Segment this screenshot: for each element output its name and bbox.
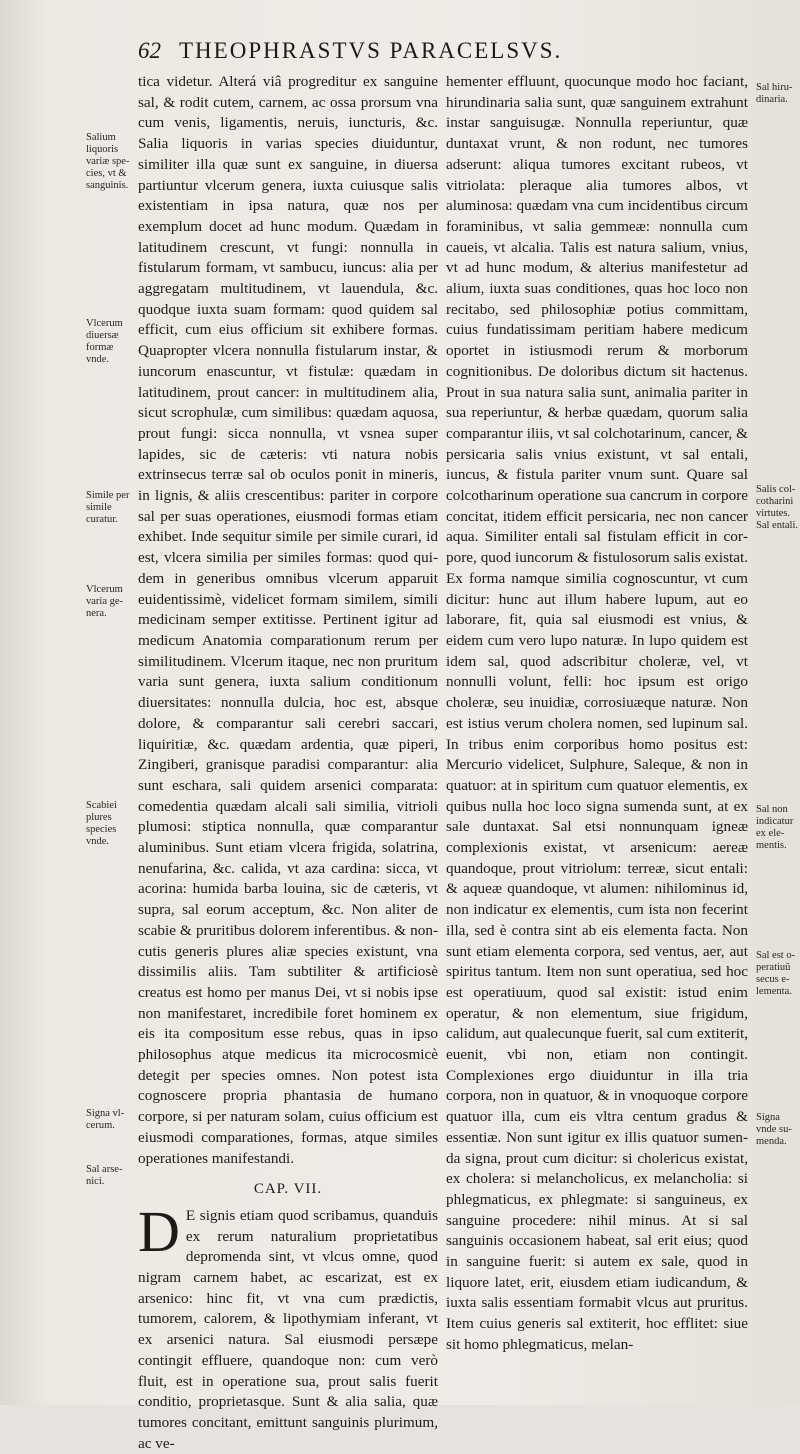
chapter-text: E signis etiam quod scribamus, quanduis ex rerum naturalium proprietatibus depromenda sint, vt vlcus omne, quod nigram carnem habet, ac escarizat, est ex arsenico: hinc fit, vt vna cum prædictis, tumorem, calorem, & lipothymiam inferant, vt ex arsenici natura. Sal eiusmodi persæpe contingit effluere, quandoque non: cum verò fluit, est in operatione sua, prout salis fuerit conditio, proprietasque. Sunt & alia salia, quæ tumores concitant, emittunt sanguinis plurimum, ac ve- [138,1206,438,1452]
chapter-paragraph [138,1198,438,1454]
right-column [446,72,748,1356]
margin-note: Signa vnde sumenda. [756,1112,792,1147]
margin-note: Signa vlcerum. [86,1108,125,1131]
margin-note: Vlcerum diuersæ formæ vnde. [86,318,123,365]
chapter-heading: CAP. VII. [253,1181,323,1198]
page-number: 62 [138,38,161,63]
running-title: THEOPHRASTVS PARACELSVS. [179,38,563,63]
margin-note: Salis colcotharini virtutes. Sal entali. [756,484,798,531]
body-paragraph: tica videtur. Alterá viâ progreditur ex sanguine sal, & rodit cutem, carnem, ac ossa prorsum vna cum venis, ligamentis, neruis, iuncturis, &c. Salia liquoris in varias species diuiduntur, similiter illa quæ sunt ex sanguine, in diuersa partiuntur vlcerum genera, iuxta cuiusque salis existentiam in ipsa natura, quæ nos per exemplum docet ad hunc modum. Quædam in latitudinem crescunt, vt fungi: nonnulla in fistularum formam, vt sambucu, iuncus: alia per aggregatam multitudinem, vt lauendula, &c. quodque iuxta suam formam: quod quidem sal efficit, cum eius officium sit exhibere formas. Quapropter vlcera nonnulla fistularum instar, & iuncorum enascuntur, vt fistulæ: quædam in latitudinem, prout cancer: in multitudinem alia, sicut scrophulæ, cum similibus: quædam aquosa, prout fungi: sicca nonnulla, vt vsnea super lapides, sic de cæteris: vti natura nobis extrinsecus terræ sal ob oculos ponit in mineris, in lignis, & aliis crescentibus: pariter in corpore sal per suas operationes, eiusmodi formas etiam exhibet. Inde sequitur simile per simile curari, id est, vlcera similia per similes formas: quod quidem in generibus omnibus vlcerum apparuit euidentissimè, videlicet formam similem, simili medicinam semper extitisse. Pertinent igitur ad medicum Anatomia comparationum rerum per similitudinem. Vlcerum itaque, nec non pruritum varia sunt genera, iuxta salium conditionum diuersitates: nonnulla dulcia, hoc est, absque dolore, & comparantur sali cerebri saccari, liquiritiæ, &c. quædam ardentia, quæ piperi, Zingiberi, granisque paradisi comparantur: alia sunt eschara, sali quidem arsenici comparata: comedentia quædam alcali sali similia, vitrioli plumosi: stiptica nonnulla, quæ comparantur aluminibus. Sunt etiam vlcera frigida, solatrina, nenufarina, &c. calida, vt aza cardina: sicca, vt acorina: humida barba louina, sic de cæteris, vt supra, sal eorum acceptum, &c. Non aliter de scabie & pruritibus dolorem inferentibus. & noncutis generis plures aliæ species existunt, vna dissimilis aliis. Tam subtiliter & artificiosè creatus est homo per manus Dei, vt si nobis ipse non manifestaret, incredibile foret hominem ex eis ita compositum esse rebus, quas in ipso philosophus atque medicus ita microcosmicè detegit per species omnes. Non potest ista cognoscere propria phantasia de humano corpore, si per naturam solam, cuius officium est eiusmodi comparationes, formas, atque similes operationes manifestandi. [138,73,438,1167]
body-paragraph: hementer effluunt, quocunque modo hoc faciant, hirundinaria salia sunt, quæ sanguinem extrahunt instar sanguisugæ. Nonnulla reperiuntur, quæ duntaxat vrunt, & non rodunt, nec tumores adserunt: aliqua tumores excitant rubeos, vt vitriolata: pleraque alia tumores albos, vt aluminosa: quædam vna cum incidentibus circum foraminibus, vt salia gemmeæ: nonnulla cum caueis, vt alcalia. Talis est natura salium, vnius, vt ad hunc modum, & alterius manifestetur ad alium, iuxta suas conditiones, quas hoc loco non recitabo, sed philosophiæ potius committam, cuius fundatissimam peritiam habere medicum oportet in istiusmodi rerum & morborum cognitionibus. De doloribus dictum sit hactenus. Prout in sua natura salia sunt, animalia pariter in sua reperiuntur, & herbæ quædam, quorum salia comparantur iliis, vt sal colchotarinum, cancer, & persicaria salis vnius existunt, vt sal entali, iuncus, & fistula pariter vnum sunt. Quare sal colcotharinum operatione sua cancrum in corpore concitat, itidem efficit persicaria, nec non cancer aqua. Similiter entali sal fistulam efficit in corpore, quod iuncorum & fistulosorum salis existat. Ex forma namque similia cognoscuntur, vt cum dicitur: hunc aut illum habere lupum, aut eo laborare, fit, quia sal eiusmodi est vnius, & eidem cum vero lupo naturæ. In lupo quidem est idem sal, quod adscribitur choleræ, vel, vt nonnulli volunt, felli: hoc ipsum est origo choleræ, seu inuidiæ, corrosiuæque naturæ. Non est istius verum cholera nomen, sed lupinum sal. In tribus enim corporibus homo positus est: Mercurio videlicet, Sulphure, Saleque, & non in quatuor: at in spiritum cum quatuor elementis, ex quibus nulla hoc loco signa sumenda sunt, at ex sale duntaxat. Sal etsi nonnunquam igneæ complexionis existat, vt arsenicum: aereæ quandoque, prout vitriolum: terreæ, sicut entali: & aqueæ quandoque, vt alumen: nihilominus id, non indicatur ex elementis, cum ista non fecerint illa, sed è contra sint ab eis elementa facta. Non sunt etiam elementa corpora, sed ventus, aer, aut spiritus tantum. Item non sunt operatiua, sed hoc est operatiuum, quod sal existit: istud enim operatur, & non elementum, siue frigidum, calidum, aut qualecunque fuerit, sal cum extiterit, euenit, vbi non, etiam non contingit. Complexiones ergo diuiduntur in illa tria corpora, non in quatuor, & in vnoquoque corpore quatuor illa, cum eis vltra centum gradus & essentiæ. Non sunt igitur ex illis quatuor sumenda signa, prout cum dicitur: si cholericus existat, ex cholera: si melancholicus, ex melancholia: si phlegmaticus, ex phlegmate: si sanguineus, ex sanguine procedere: nihil minus. At si sal sanguinis occasionem habeat, sal erit eius; quod in sanguine fuerit: si autem ex sale, quod in liquore latet, erit, eiusdem etiam iudicandum, & iuxta salis essentiam formabit vlcus aut pruritus. Item cuius generis sal extiterit, hoc efflitet: siue sit homo phlegmaticus, melan- [446,73,748,1353]
margin-note: Scabiei plures species vnde. [86,800,117,847]
margin-note: Simile per simile curatur. [86,490,130,525]
left-column [138,72,438,1454]
margin-note: Sal arsenici. [86,1164,123,1187]
margin-note: Vlcerum varia genera. [86,584,124,619]
margin-note: Sal est operatiuũ secus elementa. [756,950,796,997]
margin-note: Salium liquoris variæ species, vt & sanguinis. [86,132,130,191]
page-header [138,38,678,72]
drop-cap: D [138,1198,180,1264]
margin-note: Sal hirudinaria. [756,82,793,105]
margin-note: Sal non indicatur ex elementis. [756,804,794,851]
